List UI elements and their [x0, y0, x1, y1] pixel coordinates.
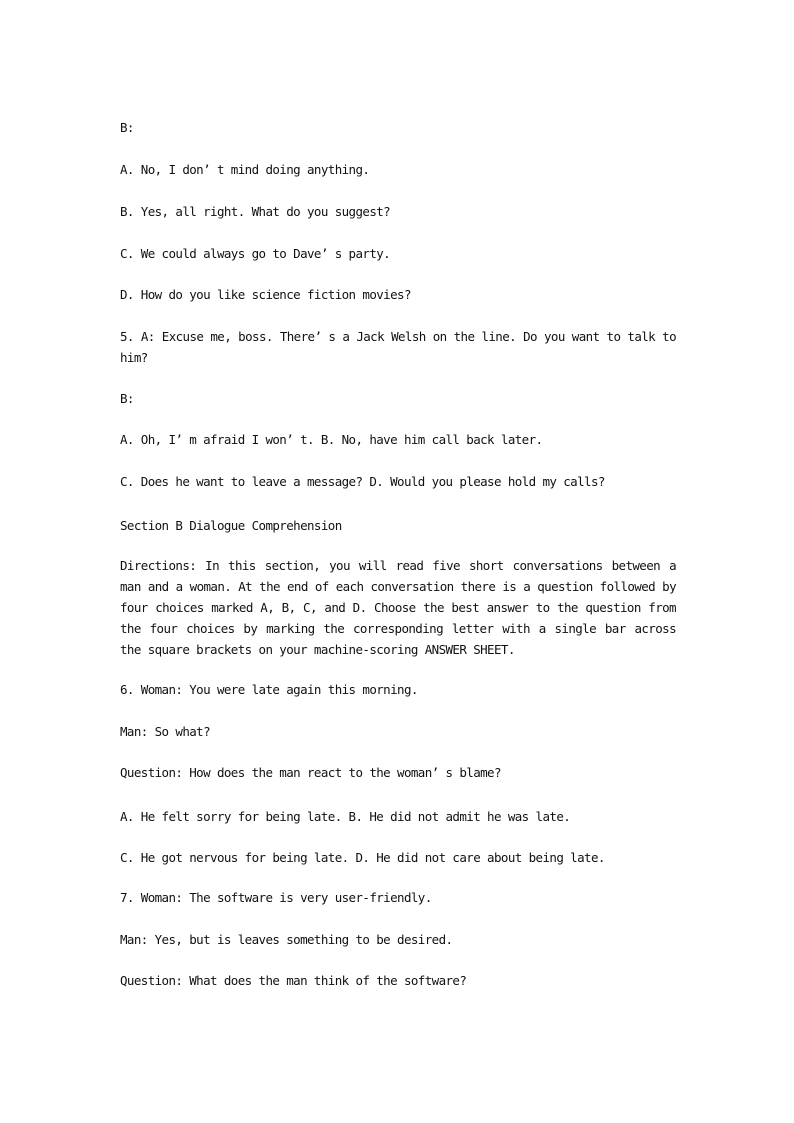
- section-b-directions: Directions: In this section, you will read five short conversations between a man and a woman. At the end of each conversation there is a question followed by four choices marked A, B, C, and D. Choose the best answer to the question from the four choices by marking the corresponding letter with a single bar across the square brackets on your machine-scoring ANSWER SHEET.: [120, 558, 676, 657]
- q4-option-a: A. No, I don’ t mind doing anything.: [120, 162, 370, 177]
- q5-speaker-b: B:: [120, 391, 134, 406]
- q6-options-line-2: C. He got nervous for being late. D. He did not care about being late.: [120, 850, 605, 865]
- q4-option-d: D. How do you like science fiction movies?: [120, 287, 411, 302]
- q4-option-c: C. We could always go to Dave’ s party.: [120, 246, 391, 261]
- q5-options-line-2: C. Does he want to leave a message? D. Would you please hold my calls?: [120, 474, 605, 489]
- q6-man-line: Man: So what?: [120, 724, 211, 739]
- q7-question: Question: What does the man think of the software?: [120, 973, 467, 988]
- q6-woman-line: 6. Woman: You were late again this morning.: [120, 682, 418, 697]
- q4-option-b: B. Yes, all right. What do you suggest?: [120, 204, 391, 219]
- q5-options-line-1: A. Oh, I’ m afraid I won’ t. B. No, have him call back later.: [120, 432, 543, 447]
- q5-prompt: 5. A: Excuse me, boss. There’ s a Jack Welsh on the line. Do you want to talk to him?: [120, 329, 676, 365]
- q6-options-line-1: A. He felt sorry for being late. B. He did not admit he was late.: [120, 809, 571, 824]
- q4-speaker-b: B:: [120, 120, 134, 135]
- q7-woman-line: 7. Woman: The software is very user-friendly.: [120, 890, 432, 905]
- q7-man-line: Man: Yes, but is leaves something to be desired.: [120, 932, 453, 947]
- q6-question: Question: How does the man react to the woman’ s blame?: [120, 765, 501, 780]
- section-b-title: Section B Dialogue Comprehension: [120, 518, 342, 533]
